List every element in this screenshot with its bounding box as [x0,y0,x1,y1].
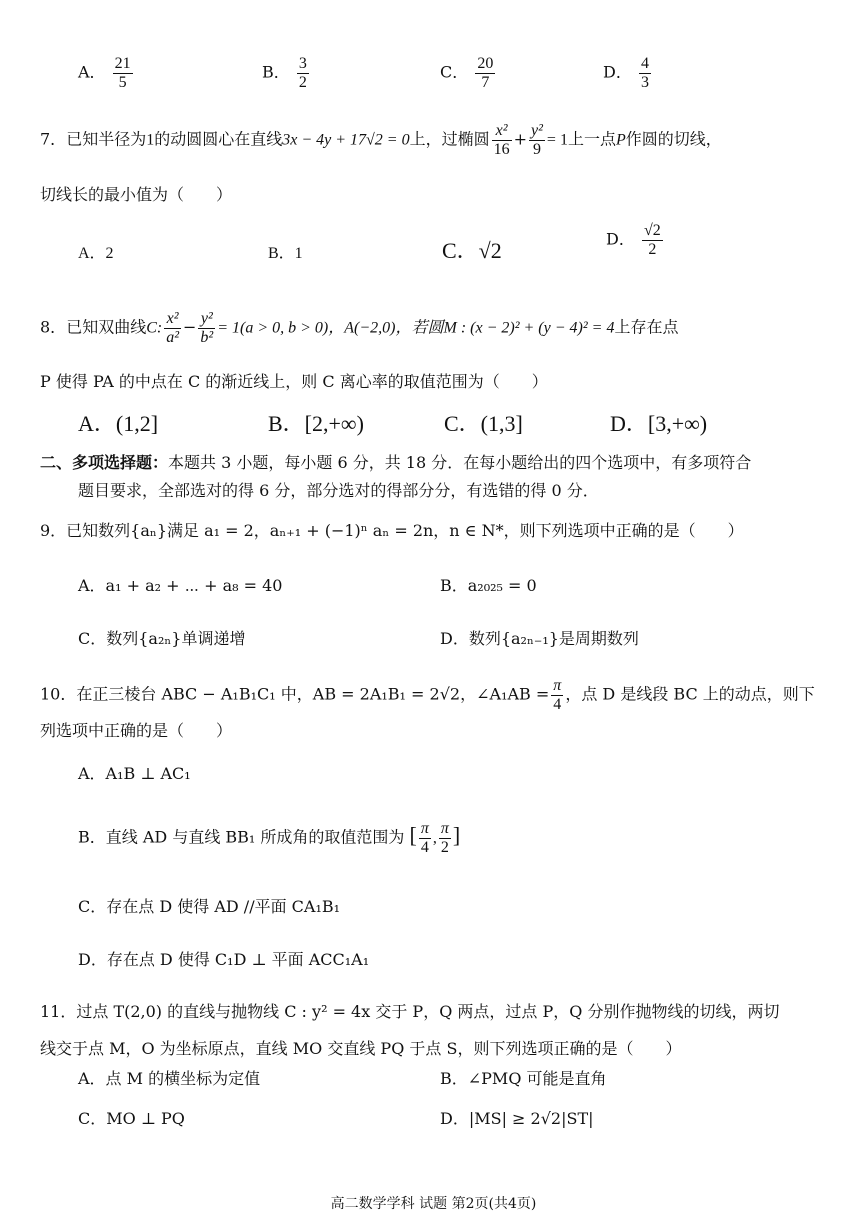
fraction [164,310,181,346]
q10-option-c: C．存在点 D 使得 AD //平面 CA₁B₁ [78,897,341,916]
q7-option-c: C．√2 [442,238,502,263]
text: 的动圆圆心在直线 [154,129,283,149]
q9-option-c: C．数列{a₂ₙ}单调递增 [78,629,246,648]
fraction [492,122,512,158]
option-label: A． [78,62,106,82]
denominator: 5 [118,73,127,91]
numerator: π [440,820,449,837]
denominator: 16 [493,140,510,158]
numerator: y² [531,122,543,139]
numerator: y² [198,310,215,329]
denominator: 4 [553,695,562,713]
option-label: B． [262,62,290,82]
numerator: 21 [114,55,131,72]
q8-option-c: C．(1,3] [444,411,523,436]
text: B．直线 AD 与直线 BB₁ 所成角的取值范围为 [78,827,405,847]
math: C: [146,319,163,337]
q8-option-a: A．(1,2] [78,411,159,436]
fraction [439,820,451,856]
q6-option-d [603,55,653,91]
q6-option-a [78,55,135,91]
q10-option-d: D．存在点 D 使得 C₁D ⊥ 平面 ACC₁A₁ [78,950,370,969]
q11-option-c: C．MO ⊥ PQ [78,1109,185,1128]
math: 1 [146,131,155,149]
denominator: 3 [640,73,649,91]
text: 上存在点 [614,317,679,337]
text: 上，过椭圆 [409,129,490,149]
section-heading: 二、多项选择题： [40,453,169,472]
fraction [642,222,663,258]
question-number: 8． [40,317,67,337]
numerator: 4 [640,55,649,72]
q11-stem-line2: 线交于点 M，O 为坐标原点，直线 MO 交直线 PQ 于点 S，则下列选项正确的是（ ） [40,1039,682,1058]
q11-option-a: A．点 M 的横坐标为定值 [78,1069,261,1088]
denominator: 9 [532,140,541,158]
q7-option-a: A．2 [78,245,114,262]
section2-line2: 题目要求，全部选对的得 6 分，部分选对的得部分分，有选错的得 0 分． [78,481,599,500]
text: ，点 D 是线段 BC 上的动点，则下 [565,684,815,704]
math: = 1 [546,131,568,149]
q9-option-d: D．数列{a₂ₙ₋₁}是周期数列 [440,629,639,648]
numerator: 20 [477,55,494,72]
q11-option-b: B．∠PMQ 可能是直角 [440,1069,607,1088]
comma: , [432,829,437,847]
fraction [198,310,215,346]
math: ，A(−2,0)，若圆 [328,319,444,337]
option-label: D． [606,229,635,249]
numerator: x² [492,122,512,141]
bracket-open: [ [409,822,417,848]
q7-option-b: B．1 [268,245,303,262]
fraction [475,55,495,91]
q11-stem-line1: 11．过点 T(2,0) 的直线与抛物线 C : y² = 4x 交于 P，Q 两点，过点 P，Q 分别作抛物线的切线，两切 [40,1002,780,1021]
text: 本题共 3 小题，每小题 6 分，共 18 分．在每小题给出的四个选项中，有多项符合 [168,453,752,472]
text: 作圆的切线， [625,129,722,149]
q10-option-b [78,820,460,856]
math: P [615,131,626,149]
q10-stem [40,677,815,713]
numerator: π [553,677,562,694]
q8-stem [40,310,678,346]
q7-stem [40,122,722,158]
denominator: 2 [648,240,657,258]
denominator: 4 [420,838,429,856]
fraction [297,55,309,91]
q6-option-b [262,55,311,91]
page-footer: 高二数学学科 试题 第2页(共4页) [330,1196,537,1212]
q7-stem-line2: 切线长的最小值为（ ） [40,185,233,204]
q10-stem-line2: 列选项中正确的是（ ） [40,721,233,740]
text: 上一点 [567,129,616,149]
q7-option-d [606,222,665,258]
q10-option-a: A．A₁B ⊥ AC₁ [78,764,191,783]
math: = 1(a > 0, b > 0) [217,319,329,337]
denominator: b² [200,328,214,346]
question-number: 7． [40,129,67,149]
denominator: 7 [481,73,490,91]
numerator: x² [164,310,181,329]
option-label: D． [603,62,632,82]
q8-option-d: D．[3,+∞) [610,411,708,436]
q6-option-c [440,55,497,91]
q9-option-b: B．a₂₀₂₅ = 0 [440,576,537,595]
denominator: a² [166,328,179,346]
q9-stem: 9．已知数列{aₙ}满足 a₁ = 2，aₙ₊₁ + (−1)ⁿ aₙ = 2n，n ∈ N*，则下列选项中正确的是（ ） [40,521,744,540]
numerator: 3 [298,55,307,72]
option-label: C． [440,62,469,82]
math: + [513,129,528,149]
q9-option-a: A．a₁ + a₂ + ⋯ + a₈ = 40 [78,576,283,595]
q8-option-b: B．[2,+∞) [268,411,364,436]
numerator: √2 [643,222,661,239]
fraction [551,677,563,713]
numerator: π [420,820,429,837]
fraction [113,55,133,91]
denominator: 2 [298,73,307,91]
text: 10．在正三棱台 ABC − A₁B₁C₁ 中，AB = 2A₁B₁ = 2√2，∠A₁AB = [40,684,550,704]
fraction [529,122,545,158]
bracket-close: ] [452,822,461,848]
math: − [183,317,197,337]
q11-option-d: D．|MS| ≥ 2√2|ST| [440,1109,594,1128]
text: 已知双曲线 [66,317,147,337]
text: 已知半径为 [66,129,147,149]
line-equation: 3x − 4y + 17√2 = 0 [282,131,410,149]
q8-stem-line2: P 使得 PA 的中点在 C 的渐近线上，则 C 离心率的取值范围为（ ） [40,372,548,391]
fraction [419,820,431,856]
section2-line1 [40,453,751,472]
denominator: 2 [440,838,449,856]
circle-equation: M : (x − 2)² + (y − 4)² = 4 [443,319,615,337]
fraction [639,55,651,91]
